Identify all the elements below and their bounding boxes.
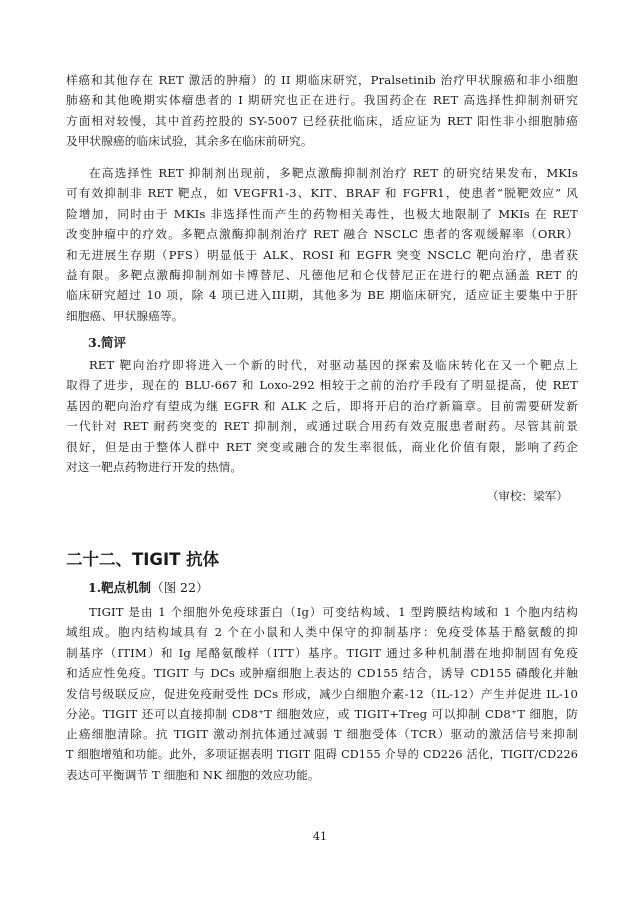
text-line: 益有限。多靶点激酶抑制剂如卡博替尼、凡德他尼和仑伐替尼正在进行的靶点涵盖 RET 的 — [66, 268, 578, 283]
text-line: 改变肿瘤中的疗效。多靶点激酶抑制剂治疗 RET 融合 NSCLC 患者的客观缓解率（ORR） — [66, 227, 578, 242]
text-line: 可有效抑制非 RET 靶点，如 VEGFR1-3、KIT、BRAF 和 FGFR1，使患者“脱靶效应” 风 — [66, 186, 578, 201]
chapter-title: 二十二、TIGIT 抗体 — [66, 550, 220, 569]
text-line: T 细胞增殖和功能。此外，多项证据表明 TIGIT 阻碍 CD155 介导的 CD226 活化，TIGIT/CD226 — [66, 747, 578, 761]
text-line: 方面相对较慢，其中首药控股的 SY-5007 已经获批临床，适应证为 RET 阳性非小细胞肺癌 — [66, 113, 578, 128]
text-line: 和无进展生存期（PFS）明显低于 ALK、ROSI 和 EGFR 突变 NSCLC 靶向治疗，患者获 — [66, 247, 578, 262]
text-line: TIGIT 是由 1 个细胞外免疫球蛋白（Ig）可变结构域、1 型跨膜结构域和 1 个胞内结构 — [89, 605, 578, 619]
text-line: 基因的靶向治疗有望成为继 EGFR 和 ALK 之后，即将开启的治疗新篇章。目前需要研发新 — [66, 398, 578, 413]
text-line: 险增加，同时由于 MKIs 非选择性而产生的药物相关毒性，也极大地限制了 MKIs 在 RET — [66, 206, 578, 221]
figure-reference: （图 22） — [151, 580, 209, 595]
text-line: 域组成。胞内结构域具有 2 个在小鼠和人类中保守的抑制基序：免疫受体基于酪氨酸的抑 — [66, 625, 578, 640]
text-line: 发信号级联反应，促进免疫耐受性 DCs 形成，减少白细胞介素-12（IL-12）产生并促进 IL-10 — [66, 686, 578, 701]
text-line: RET 靶向治疗即将进入一个新的时代，对驱动基因的探索及临床转化在又一个靶点上 — [89, 358, 578, 372]
text-line: 临床研究超过 10 项，除 4 项已进入III期，其他多为 BE 期临床研究，适应证主要集中于肝 — [66, 288, 578, 303]
paragraph-review — [66, 355, 578, 477]
text-line: 和适应性免疫。TIGIT 与 DCs 或肿瘤细胞上表达的 CD155 结合，诱导 CD155 磷酸化并触 — [66, 666, 578, 681]
subsection-heading — [88, 578, 208, 596]
paragraph-tigit — [66, 602, 578, 786]
text-line: 样癌和其他存在 RET 激活的肿瘤）的 II 期临床研究，Pralsetinib 治疗甲状腺癌和非小细胞 — [66, 73, 578, 87]
text-line: 很好，但是由于整体人群中 RET 突变或融合的发生率很低，商业化价值有限，影响了药企 — [66, 439, 578, 454]
paragraph-ret-trials — [66, 70, 578, 152]
text-line: 分泌。TIGIT 还可以直接抑制 CD8⁺T 细胞效应，或 TIGIT+Treg 可以抑制 CD8⁺T 细胞，防 — [66, 707, 578, 722]
paragraph-mki — [66, 163, 578, 326]
text-line: 及甲状腺癌的临床试验，其余多在临床前研究。 — [66, 134, 313, 149]
text-line: 止癌细胞清除。抗 TIGIT 激动剂抗体通过减弱 T 细胞受体（TCR）驱动的激活信号来抑制 — [66, 727, 578, 742]
text-line: 制基序（ITIM）和 Ig 尾酪氨酸样（ITT）基序。TIGIT 通过多种机制潜在地抑制固有免疫 — [66, 645, 578, 660]
text-line: 一代针对 RET 耐药突变的 RET 抑制剂，或通过联合用药有效克服患者耐药。尽管其前景 — [66, 419, 578, 434]
text-line: 表达可平衡调节 T 细胞和 NK 细胞的效应功能。 — [66, 768, 320, 783]
section-heading: 3.简评 — [88, 335, 127, 350]
text-line: 对这一靶点药物进行开发的热情。 — [66, 460, 243, 475]
reviewer-credit: （审校：梁军） — [486, 489, 568, 503]
text-line: 肺癌和其他晚期实体瘤患者的 I 期研究也正在进行。我国药企在 RET 高选择性抑制剂研究 — [66, 93, 578, 108]
text-line: 细胞癌、甲状腺癌等。 — [66, 308, 184, 323]
text-line: 取得了进步，现在的 BLU-667 和 Loxo-292 相较于之前的治疗手段有了明显提高，使 RET — [66, 378, 578, 393]
page-number: 41 — [313, 830, 327, 843]
text-line: 在高选择性 RET 抑制剂出现前，多靶点激酶抑制剂治疗 RET 的研究结果发布，MKIs — [89, 166, 578, 180]
subsection-title: 1.靶点机制 — [88, 580, 152, 595]
